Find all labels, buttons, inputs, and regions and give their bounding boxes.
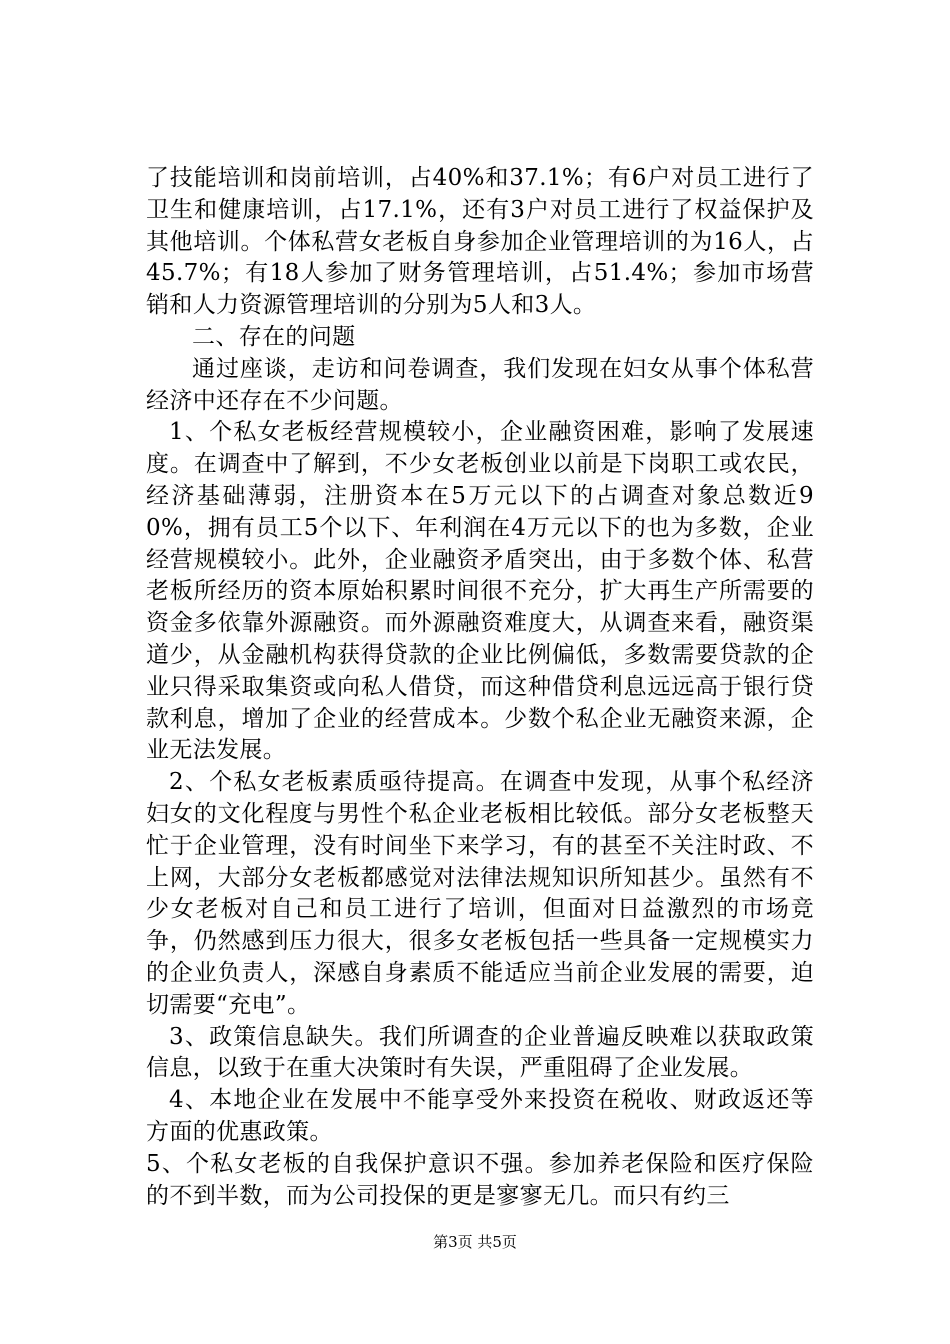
paragraph-intro: 通过座谈，走访和问卷调查，我们发现在妇女从事个体私营经济中还存在不少问题。 <box>146 355 814 414</box>
paragraph-problem-1: 1、个私女老板经营规模较小，企业融资困难，影响了发展速度。在调查中了解到，不少女老板创业以前是下岗职工或农民，经济基础薄弱，注册资本在5万元以下的占调查对象总数近90%，拥有员工5个以下、年利润在4万元以下的也为多数，企业经营规模较小。此外，企业融资矛盾突出，由于多数个体、私营老板所经历的资本原始积累时间很不充分，扩大再生产所需要的资金多依靠外源融资。而外源融资难度大，从调查来看，融资渠道少，从金融机构获得贷款的企业比例偏低，多数需要贷款的企业只得采取集资或向私人借贷，而这种借贷利息远远高于银行贷款利息，增加了企业的经营成本。少数个私企业无融资来源，企业无法发展。 <box>146 419 814 764</box>
section-heading-problems: 二、存在的问题 <box>192 323 356 350</box>
paragraph-training-stats: 了技能培训和岗前培训，占40%和37.1%；有6户对员工进行了卫生和健康培训，占17.1%，还有3户对员工进行了权益保护及其他培训。个体私营女老板自身参加企业管理培训的为16人，占45.7%；有18人参加了财务管理培训，占51.4%；参加市场营销和人力资源管理培训的分别为5人和3人。 <box>146 165 814 319</box>
paragraph-problem-4: 4、本地企业在发展中不能享受外来投资在税收、财政返还等方面的优惠政策。 <box>146 1087 814 1145</box>
page-number-footer: 第3页 共5页 <box>433 1233 517 1251</box>
document-body <box>146 163 814 1212</box>
paragraph-problem-3: 3、政策信息缺失。我们所调查的企业普遍反映难以获取政策信息，以致于在重大决策时有失误，严重阻碍了企业发展。 <box>146 1023 814 1082</box>
paragraph-problem-2: 2、个私女老板素质亟待提高。在调查中发现，从事个私经济妇女的文化程度与男性个私企业老板相比较低。部分女老板整天忙于企业管理，没有时间坐下来学习，有的甚至不关注时政、不上网，大部分女老板都感觉对法律法规知识所知甚少。虽然有不少女老板对自己和员工进行了培训，但面对日益激烈的市场竞争，仍然感到压力很大，很多女老板包括一些具备一定规模实力的企业负责人，深感自身素质不能适应当前企业发展的需要，迫切需要“充电”。 <box>146 769 814 1018</box>
paragraph-problem-5: 5、个私女老板的自我保护意识不强。参加养老保险和医疗保险的不到半数，而为公司投保的更是寥寥无几。而只有约三 <box>146 1150 814 1209</box>
